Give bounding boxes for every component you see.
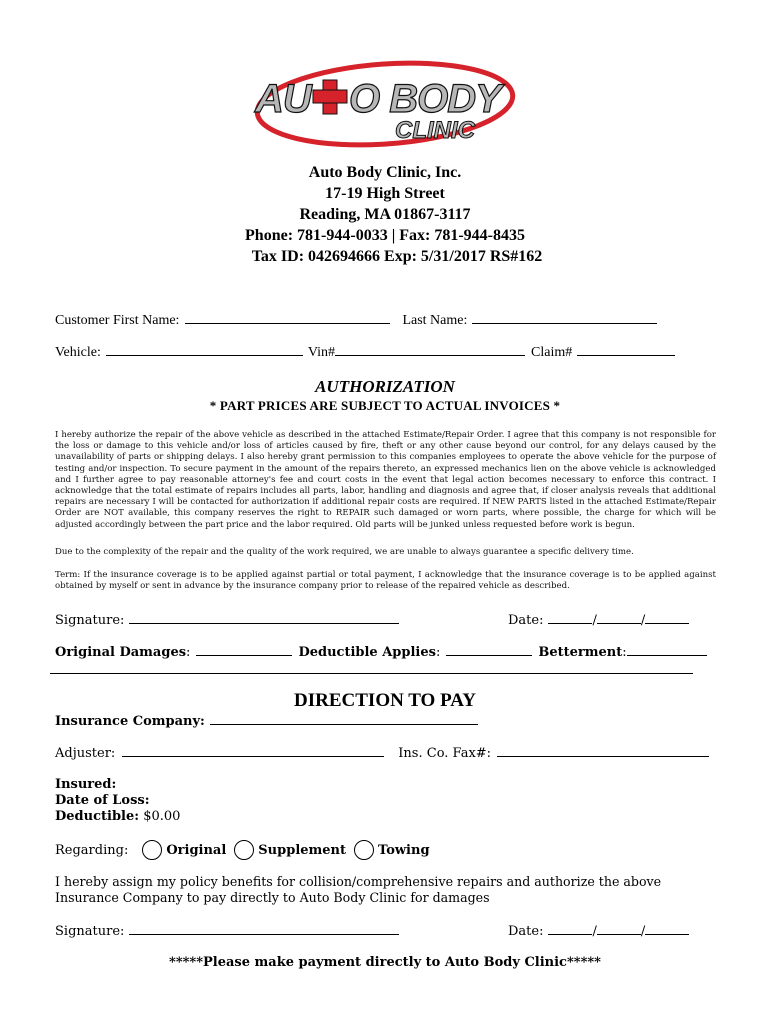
logo-cross-icon	[313, 80, 347, 114]
customer-name-row	[55, 311, 657, 329]
dtp-signature-row	[55, 922, 399, 939]
adjuster-row	[55, 744, 709, 761]
dtp-signature-field[interactable]	[129, 922, 399, 935]
betterment-field[interactable]	[627, 643, 707, 656]
deductible-applies-field[interactable]	[446, 643, 532, 656]
insurance-company-label: Insurance Company:	[55, 714, 205, 729]
authorization-terms-paragraph: I hereby authorize the repair of the above vehicle as described in the attached Estimate/Repair Order. I agree that this company is not responsible for the loss or damage to this vehicle and/or loss of articles caused by fire, theft or any other cause beyond our control, for any delays caused by the unavailability of parts or shipping delays. I also hereby grant permission to this companies employees to operate the above vehicle for the purpose of testing and/or inspection. To secure payment in the amount of the repairs thereto, an expressed mechanics lien on the above vehicle is acknowledged and I further agree to pay reasonable attorney's fee and court costs in the event that legal action becomes necessary to enforce this contract. I acknowledge that the total estimate of repairs includes all parts, labor, handling and diagnosis and agree that, if closer analysis reveals that additional repairs are necessary I will be contacted for authorization if additional repair costs are required. If NEW PARTS listed in the attached Estimate/Repair Order are NOT available, this company reserves the right to REPAIR such damaged or worn parts, where possible, the charge for which will be adjusted accordingly between the part price and the labor required. Old parts will be junked unless requested before work is begun.	[55, 430, 716, 530]
first-name-field[interactable]	[185, 311, 390, 324]
dtp-signature-label: Signature:	[55, 924, 125, 939]
betterment-label: Betterment	[538, 645, 623, 660]
adjuster-label: Adjuster:	[55, 746, 116, 761]
auth-signature-row	[55, 611, 399, 628]
last-name-field[interactable]	[472, 311, 657, 324]
logo-graphic	[245, 60, 525, 150]
dtp-date-year-field[interactable]	[645, 922, 689, 935]
vehicle-label: Vehicle:	[55, 345, 101, 360]
dtp-date-label: Date:	[508, 924, 544, 939]
regarding-row	[55, 840, 430, 860]
towing-radio[interactable]	[354, 840, 374, 860]
adjuster-field[interactable]	[122, 744, 384, 757]
last-name-label: Last Name:	[402, 313, 468, 328]
insurance-company-row	[55, 712, 478, 729]
vehicle-row	[55, 343, 675, 361]
direction-title: DIRECTION TO PAY	[294, 690, 476, 711]
supplement-radio[interactable]	[234, 840, 254, 860]
auth-signature-label: Signature:	[55, 613, 125, 628]
assign-benefits-text: I hereby assign my policy benefits for collision/comprehensive repairs and authorize the above Insurance Company to pay directly to Auto Body Clinic for damages	[55, 874, 662, 905]
delivery-time-paragraph: Due to the complexity of the repair and the quality of the work required, we are unable to always guarantee a specific delivery time.	[55, 547, 634, 557]
auth-date-row: Date: / /	[508, 611, 689, 628]
authorization-subtitle: * PART PRICES ARE SUBJECT TO ACTUAL INVOICES *	[209, 398, 561, 413]
regarding-label: Regarding:	[55, 842, 129, 858]
supplement-option-label: Supplement	[258, 842, 347, 858]
company-tax-id: Tax ID: 042694666 Exp: 5/31/2017 RS#162	[251, 248, 543, 265]
towing-option-label: Towing	[378, 842, 430, 858]
original-radio[interactable]	[142, 840, 162, 860]
ins-fax-label: Ins. Co. Fax#:	[398, 746, 492, 761]
vehicle-field[interactable]	[106, 343, 303, 356]
date-of-loss-label: Date of Loss:	[55, 793, 150, 808]
auth-date-year-field[interactable]	[645, 611, 689, 624]
deductible-value: $0.00	[143, 809, 181, 824]
dtp-date-row: Date: / /	[508, 922, 689, 939]
auth-signature-field[interactable]	[129, 611, 399, 624]
logo-main-text: AU	[255, 77, 311, 121]
auth-date-day-field[interactable]	[597, 611, 641, 624]
claim-label: Claim#	[531, 345, 573, 360]
company-street: 17-19 High Street	[325, 185, 445, 202]
svg-text:O BODY: O BODY	[349, 77, 501, 121]
dtp-date-month-field[interactable]	[548, 922, 592, 935]
claim-field[interactable]	[577, 343, 675, 356]
original-damages-field[interactable]	[196, 643, 292, 656]
logo-sub-text: CLINIC	[395, 117, 475, 144]
insurance-company-field[interactable]	[210, 712, 478, 725]
auth-date-month-field[interactable]	[548, 611, 592, 624]
company-logo	[245, 60, 525, 150]
original-damages-label: Original Damages	[55, 645, 187, 660]
auth-date-label: Date:	[508, 613, 544, 628]
section-divider	[50, 673, 693, 674]
company-phone-fax: Phone: 781-944-0033 | Fax: 781-944-8435	[245, 227, 525, 244]
original-option-label: Original	[166, 842, 227, 858]
company-city: Reading, MA 01867-3117	[299, 206, 471, 223]
vin-field[interactable]	[335, 343, 525, 356]
dtp-date-day-field[interactable]	[597, 922, 641, 935]
insurance-term-paragraph: Term: If the insurance coverage is to be applied against partial or total payment, I acknowledge that the insurance coverage is to be applied against obtained by myself or sent in advance by the insurance company prior to release of the repaired vehicle as described.	[55, 570, 716, 592]
company-name: Auto Body Clinic, Inc.	[308, 164, 462, 181]
insured-label: Insured:	[55, 777, 117, 792]
ins-fax-field[interactable]	[497, 744, 709, 757]
deductible-row	[55, 809, 180, 824]
deductible-label: Deductible:	[55, 809, 140, 824]
damages-row: Original Damages : Deductible Applies : Betterment :	[55, 643, 707, 660]
authorization-title: AUTHORIZATION	[315, 377, 455, 396]
deductible-applies-label: Deductible Applies	[298, 645, 436, 660]
payment-footer-note: *****Please make payment directly to Auto Body Clinic*****	[169, 955, 601, 970]
first-name-label: Customer First Name:	[55, 313, 180, 328]
vin-label: Vin#	[307, 345, 336, 360]
